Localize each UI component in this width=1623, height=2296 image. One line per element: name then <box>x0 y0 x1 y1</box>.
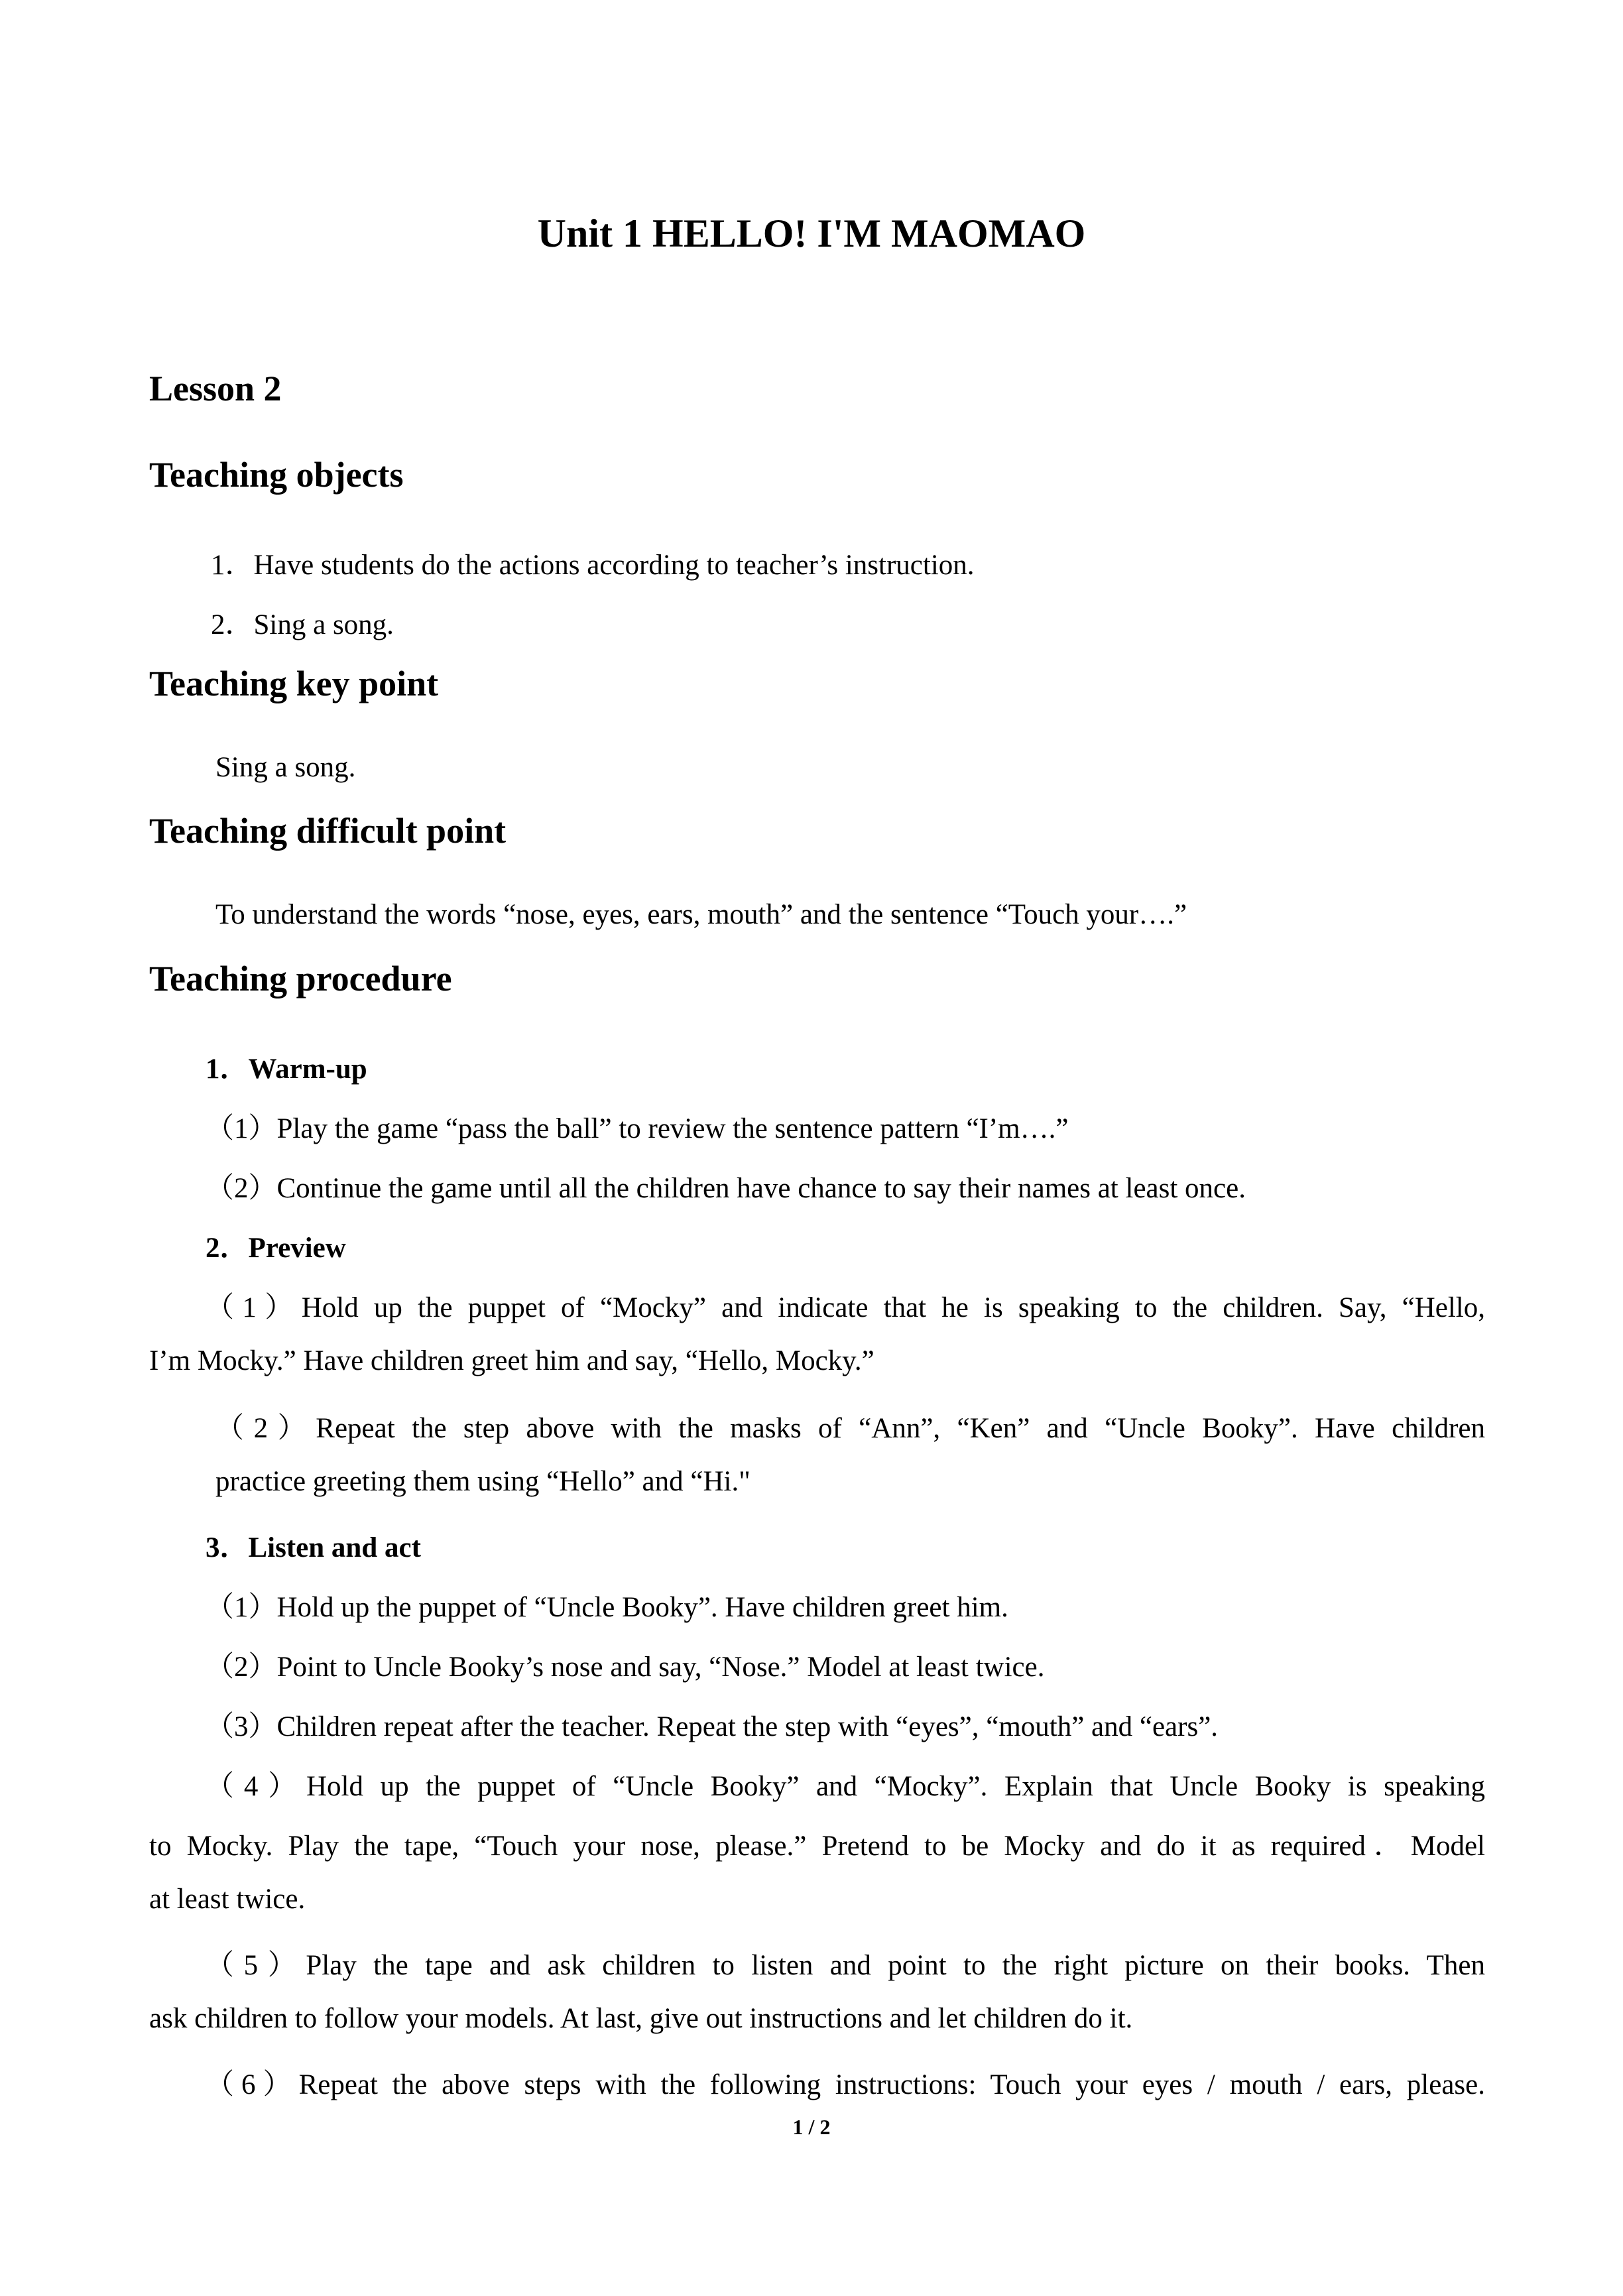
preview-item-1-line-2: I’m Mocky.” Have children greet him and say, “Hello, Mocky.” <box>149 1345 874 1376</box>
key-point-heading: Teaching key point <box>149 664 439 703</box>
warm-up-item-2: （2）Continue the game until all the children have chance to say their names at least once. <box>206 1173 1246 1204</box>
difficult-point-text: To understand the words “nose, eyes, ears, mouth” and the sentence “Touch your….” <box>215 899 1187 930</box>
objective-item-1: 1．Have students do the actions according to teacher’s instruction. <box>211 550 975 581</box>
step-preview-title: 2．Preview <box>206 1233 346 1264</box>
difficult-point-heading: Teaching difficult point <box>149 811 507 851</box>
preview-item-1-line-1: （1）Hold up the puppet of “Mocky” and indicate that he is speaking to the children. Say, “Hello, <box>206 1292 1485 1323</box>
preview-item-2-line-2: practice greeting them using “Hello” and “Hi." <box>215 1466 751 1497</box>
listen-act-item-3: （3）Children repeat after the teacher. Repeat the step with “eyes”, “mouth” and “ears”. <box>206 1711 1219 1742</box>
listen-act-item-1: （1）Hold up the puppet of “Uncle Booky”. Have children greet him. <box>206 1592 1008 1623</box>
procedure-heading: Teaching procedure <box>149 959 452 998</box>
page-number: 1 / 2 <box>792 2115 831 2139</box>
step-warm-up-title: 1．Warm-up <box>206 1054 367 1085</box>
listen-act-item-4-line-2: to Mocky. Play the tape, “Touch your nose, please.” Pretend to be Mocky and do it as required．Model <box>149 1831 1485 1862</box>
listen-act-item-5-line-1: （5）Play the tape and ask children to listen and point to the right picture on their books. Then <box>206 1950 1485 1981</box>
preview-item-2-line-1: （2）Repeat the step above with the masks of “Ann”, “Ken” and “Uncle Booky”. Have children <box>215 1413 1485 1444</box>
warm-up-item-1: （1）Play the game “pass the ball” to review the sentence pattern “I’m….” <box>206 1113 1069 1144</box>
listen-act-item-4-line-3: at least twice. <box>149 1884 306 1915</box>
teaching-objects-heading: Teaching objects <box>149 455 404 495</box>
page-title: Unit 1 HELLO! I'M MAOMAO <box>537 211 1086 255</box>
listen-act-item-5-line-2: ask children to follow your models. At last, give out instructions and let children do it. <box>149 2003 1133 2034</box>
key-point-text: Sing a song. <box>215 752 356 783</box>
step-listen-act-title: 3．Listen and act <box>206 1532 421 1563</box>
listen-act-item-2: （2）Point to Uncle Booky’s nose and say, “Nose.” Model at least twice. <box>206 1652 1045 1683</box>
objective-item-2: 2．Sing a song. <box>211 609 394 640</box>
lesson-heading: Lesson 2 <box>149 369 282 408</box>
listen-act-item-4-line-1: （4）Hold up the puppet of “Uncle Booky” and “Mocky”. Explain that Uncle Booky is speaking <box>206 1771 1485 1802</box>
listen-act-item-6: （6）Repeat the above steps with the following instructions: Touch your eyes / mouth / ears, please. <box>206 2069 1485 2100</box>
